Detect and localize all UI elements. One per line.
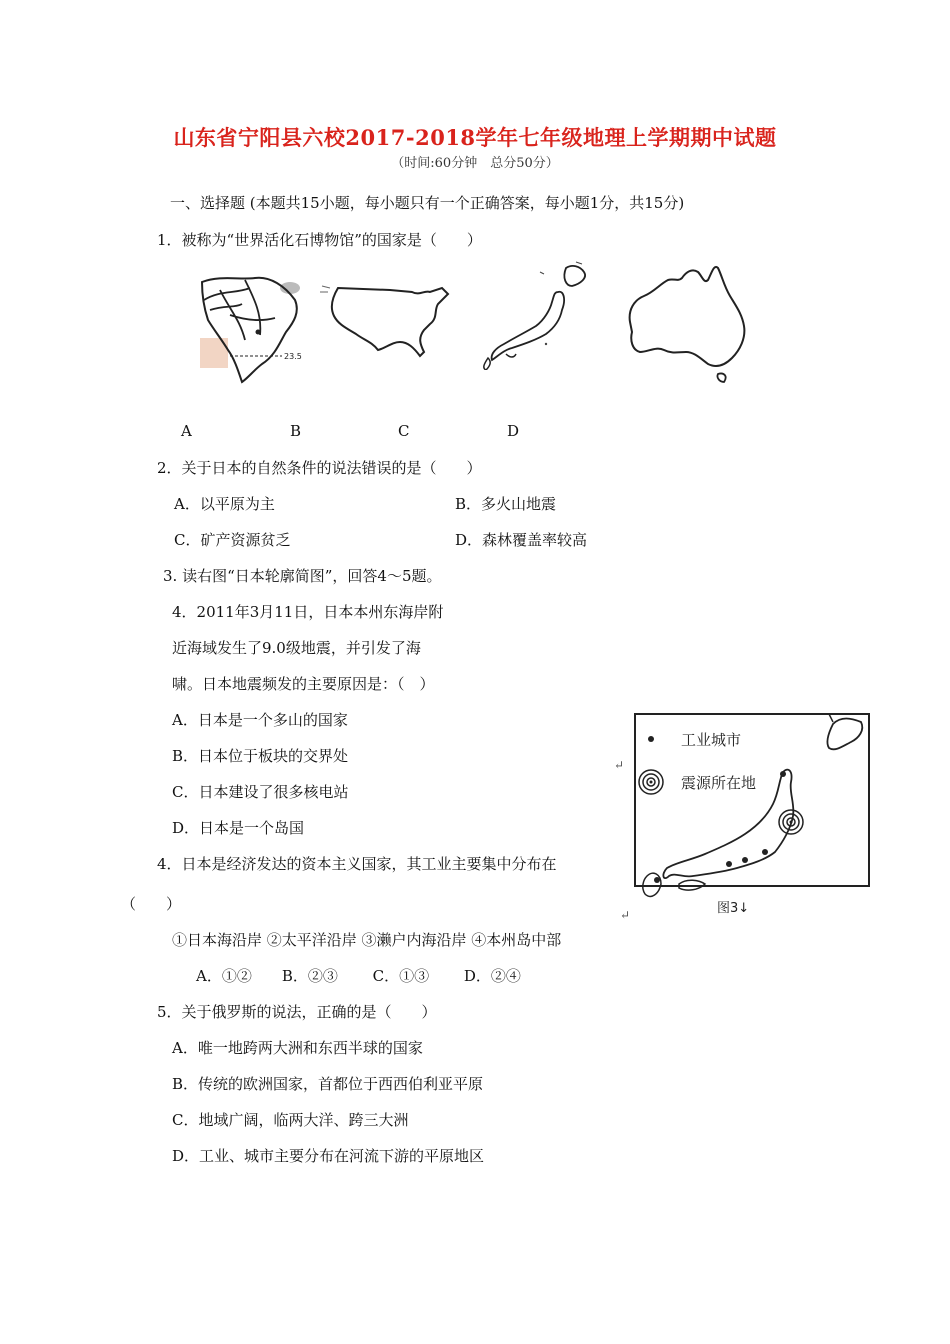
exam-info: （时间:60分钟 总分50分） <box>391 156 559 171</box>
map-option-c <box>480 260 595 370</box>
q5-option-c: C．地域广阔，临两大洋、跨三大洲 <box>172 1111 409 1129</box>
map-latitude-label: 23.5 <box>284 352 302 361</box>
q4a-option-a: A．日本是一个多山的国家 <box>172 711 348 729</box>
q2-option-b: B．多火山地震 <box>455 495 557 513</box>
question-4b-paren: （ ） <box>121 895 182 913</box>
section-heading: 一、选择题 (本题共15小题，每小题只有一个正确答案，每小题1分，共15分) <box>170 194 685 212</box>
return-mark-2: ↵ <box>620 908 631 922</box>
page-title: 山东省宁阳县六校2017-2018学年七年级地理上学期期中试题 <box>173 125 777 150</box>
earthquake-epicenter-legend-icon <box>639 770 663 794</box>
q4a-option-b: B．日本位于板块的交界处 <box>172 747 349 765</box>
question-3-intro: 3. 读右图“日本轮廓简图”，回答4～5题。 <box>163 567 442 585</box>
q4a-line-3: 啸。日本地震频发的主要原因是：（ ） <box>172 675 435 693</box>
return-mark: ↵ <box>614 758 625 772</box>
q5-option-b: B．传统的欧洲国家，首都位于西西伯利亚平原 <box>172 1075 484 1093</box>
map-label-d: D <box>507 422 520 440</box>
industrial-city-legend-icon <box>648 736 654 742</box>
q4a-option-d: D．日本是一个岛国 <box>172 819 305 837</box>
question-4b: 4．日本是经济发达的资本主义国家，其工业主要集中分布在 <box>157 855 557 873</box>
japan-outline-map <box>633 712 871 918</box>
question-1: 1．被称为“世界活化石博物馆”的国家是（ ） <box>157 231 482 249</box>
q2-option-d: D．森林覆盖率较高 <box>455 531 588 549</box>
q4b-options: A．①② B．②③ C．①③ D．②④ <box>196 967 521 985</box>
question-2: 2．关于日本的自然条件的说法错误的是（ ） <box>157 459 482 477</box>
legend-epicenter: 震源所在地 <box>681 774 757 792</box>
map-label-b: B <box>290 422 302 440</box>
figure-caption: 图3↓ <box>717 901 750 916</box>
q4b-choices: ①日本海沿岸 ②太平洋沿岸 ③濑户内海沿岸 ④本州岛中部 <box>172 931 562 949</box>
map-option-b <box>320 278 455 368</box>
map-label-c: C <box>398 422 410 440</box>
q4a-option-c: C．日本建设了很多核电站 <box>172 783 349 801</box>
q4a-line-1: 4．2011年3月11日，日本本州东海岸附 <box>172 603 444 621</box>
q4a-line-2: 近海域发生了9.0级地震，并引发了海 <box>172 639 421 657</box>
q5-option-d: D．工业、城市主要分布在河流下游的平原地区 <box>172 1147 485 1165</box>
map-option-a <box>200 260 310 385</box>
q5-option-a: A．唯一地跨两大洲和东西半球的国家 <box>172 1039 423 1057</box>
legend-industrial-city: 工业城市 <box>681 731 742 749</box>
map-option-d <box>620 260 750 385</box>
q2-option-c: C．矿产资源贫乏 <box>174 531 291 549</box>
question-5: 5．关于俄罗斯的说法，正确的是（ ） <box>157 1003 437 1021</box>
q1-map-row <box>200 260 750 385</box>
q2-option-a: A．以平原为主 <box>174 495 275 513</box>
map-label-a: A <box>181 422 192 440</box>
